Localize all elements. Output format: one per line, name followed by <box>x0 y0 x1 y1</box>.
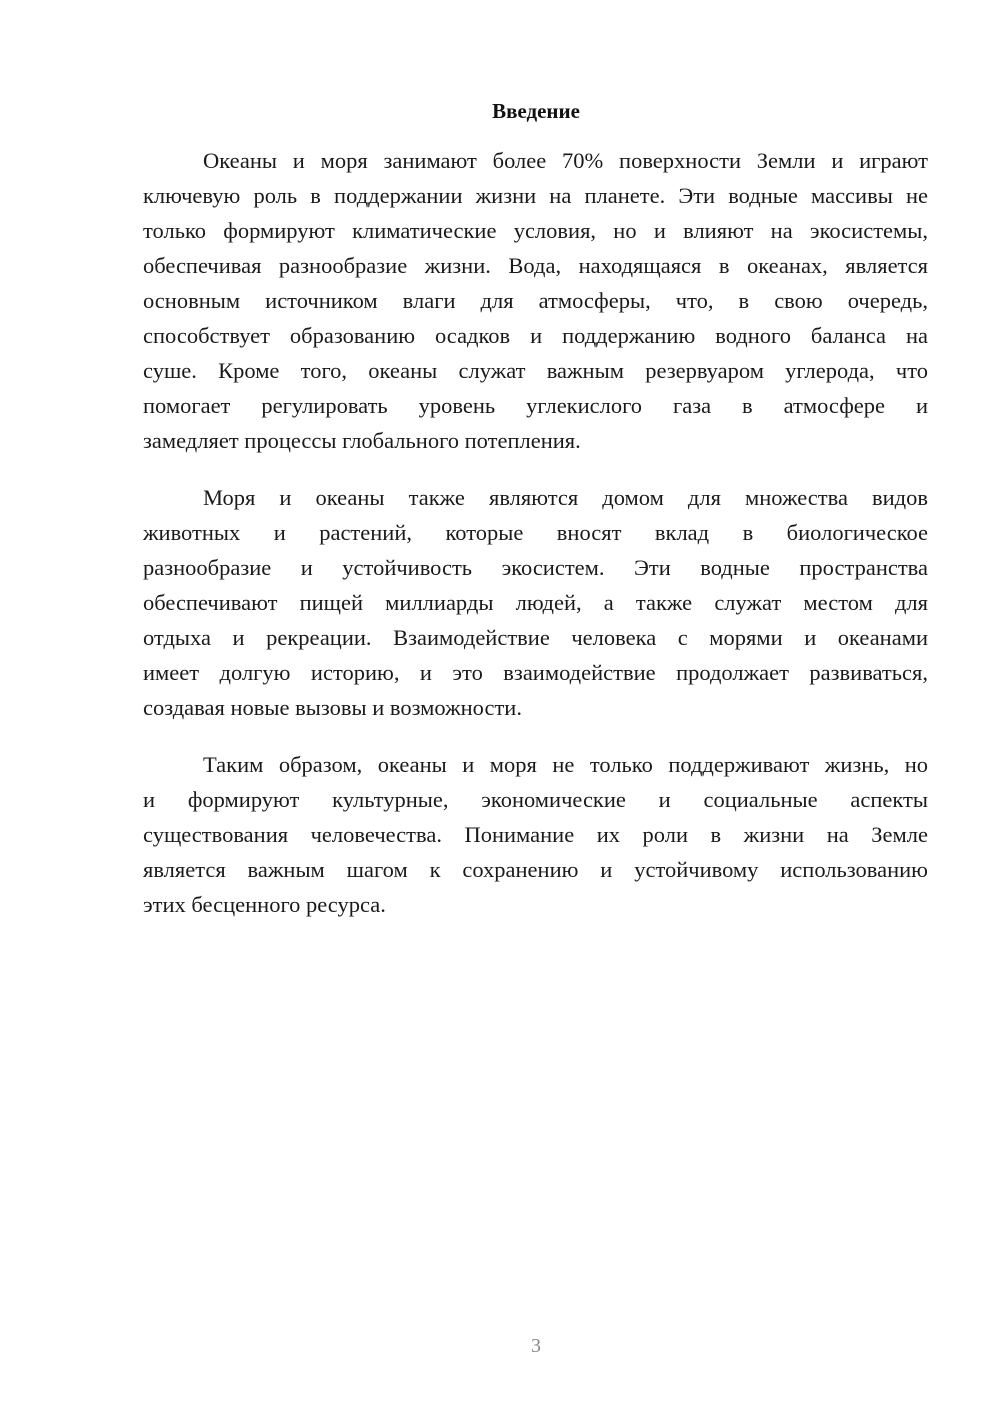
text-line: животных и растений, которые вносят вклад в биологическое <box>143 520 928 545</box>
text-line: создавая новые вызовы и возможности. <box>143 695 522 720</box>
text-line: основным источником влаги для атмосферы, что, в свою очередь, <box>143 288 928 313</box>
text-line: способствует образованию осадков и поддержанию водного баланса на <box>143 323 928 348</box>
text-line: разнообразие и устойчивость экосистем. Эти водные пространства <box>143 555 928 580</box>
text-line: Таким образом, океаны и моря не только поддерживают жизнь, но <box>203 752 928 777</box>
paragraph-1 <box>143 143 928 458</box>
text-line: и формируют культурные, экономические и социальные аспекты <box>143 787 928 812</box>
paragraph-3 <box>143 747 928 922</box>
text-line: обеспечивая разнообразие жизни. Вода, находящаяся в океанах, является <box>143 253 928 278</box>
page-number: 3 <box>531 1335 541 1357</box>
text-line: существования человечества. Понимание их роли в жизни на Земле <box>143 822 928 847</box>
text-line: Моря и океаны также являются домом для множества видов <box>203 485 928 510</box>
text-line: этих бесценного ресурса. <box>143 892 386 917</box>
text-line: замедляет процессы глобального потепления. <box>143 428 581 453</box>
text-line: ключевую роль в поддержании жизни на планете. Эти водные массивы не <box>143 183 928 208</box>
text-line: Океаны и моря занимают более 70% поверхности Земли и играют <box>203 148 928 173</box>
text-line: обеспечивают пищей миллиарды людей, а также служат местом для <box>143 590 928 615</box>
section-title: Введение <box>492 99 580 123</box>
text-line: суше. Кроме того, океаны служат важным резервуаром углерода, что <box>143 358 928 383</box>
text-line: является важным шагом к сохранению и устойчивому использованию <box>143 857 928 882</box>
text-line: отдыха и рекреации. Взаимодействие человека с морями и океанами <box>143 625 928 650</box>
paragraph-2 <box>143 480 928 725</box>
text-line: помогает регулировать уровень углекислого газа в атмосфере и <box>143 393 928 418</box>
text-line: имеет долгую историю, и это взаимодействие продолжает развиваться, <box>143 660 928 685</box>
text-line: только формируют климатические условия, но и влияют на экосистемы, <box>143 218 928 243</box>
